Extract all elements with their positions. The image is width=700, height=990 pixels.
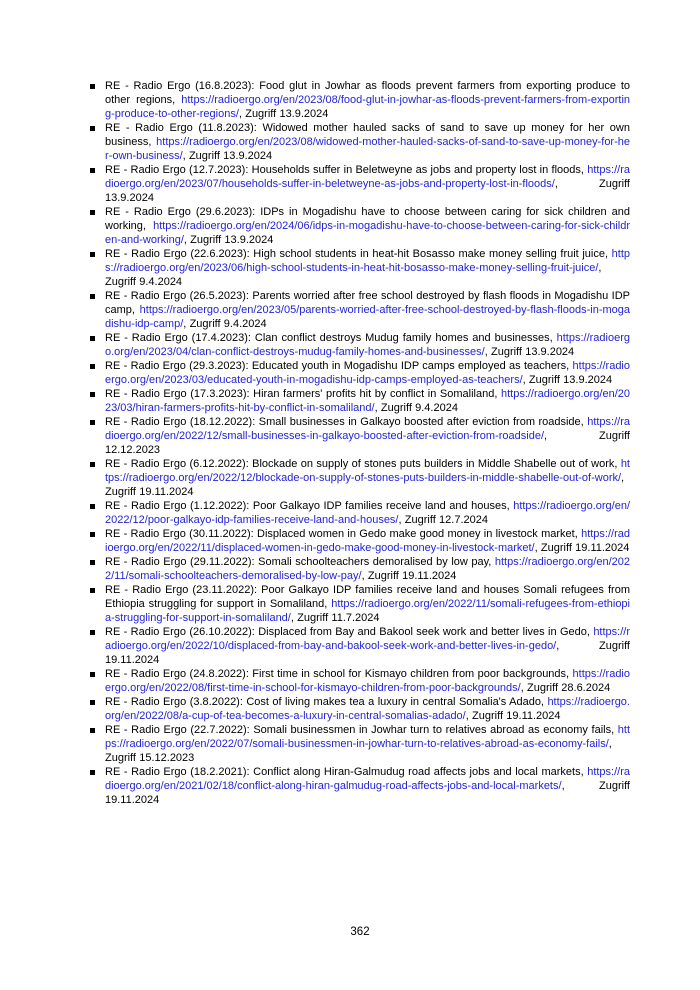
reference-item [90, 457, 630, 499]
bullet-square-icon [90, 672, 95, 677]
reference-citation-text: RE - Radio Ergo (29.3.2023): Educated youth in Mogadishu IDP camps employed as teachers, [105, 360, 573, 372]
reference-citation-text: RE - Radio Ergo (26.10.2022): Displaced from Bay and Bakool seek work and better lives in Gedo, [105, 626, 594, 638]
bullet-square-icon [90, 210, 95, 215]
reference-access-date: , Zugriff 13.9.2024 [522, 374, 613, 386]
reference-item [90, 205, 630, 247]
reference-item [90, 121, 630, 163]
reference-citation-text: RE - Radio Ergo (6.12.2022): Blockade on supply of stones puts builders in Middle Shabelle out of work, [105, 458, 621, 470]
reference-item [90, 499, 630, 527]
reference-access-date: , Zugriff 13.9.2024 [105, 178, 630, 204]
reference-url-link[interactable]: https://radioergo.org/en/2022/10/displaced-from-bay-and-bakool-seek-work-and-better-lives-in-gedo/ [105, 626, 630, 652]
reference-url-link[interactable]: https://radioergo.org/en/2023/03/hiran-farmers-profits-hit-by-conflict-in-somaliland/ [105, 388, 630, 414]
reference-item [90, 527, 630, 555]
reference-access-date: , Zugriff 12.7.2024 [398, 514, 488, 526]
reference-access-date: , Zugriff 13.9.2024 [182, 150, 273, 162]
reference-item [90, 331, 630, 359]
reference-item [90, 625, 630, 667]
reference-access-date: , Zugriff 13.9.2024 [484, 346, 575, 358]
bullet-square-icon [90, 588, 95, 593]
reference-citation-text: RE - Radio Ergo (22.6.2023): High school students in heat-hit Bosasso make money selling fruit juice, [105, 248, 612, 260]
bullet-square-icon [90, 392, 95, 397]
reference-url-link[interactable]: https://radioergo.org/en/2022/07/somali-businessmen-in-jowhar-turn-to-relatives-abroad-as-economy-fails/ [105, 724, 630, 750]
bullet-square-icon [90, 532, 95, 537]
reference-item [90, 289, 630, 331]
reference-url-link[interactable]: https://radioergo.org/en/2022/11/somali-schoolteachers-demoralised-by-low-pay/ [105, 556, 630, 582]
reference-citation-text: RE - Radio Ergo (1.12.2022): Poor Galkayo IDP families receive land and houses, [105, 500, 514, 512]
reference-item [90, 583, 630, 625]
reference-citation-text: RE - Radio Ergo (24.8.2022): First time in school for Kismayo children from poor backgrounds, [105, 668, 573, 680]
reference-url-link[interactable]: https://radioergo.org/en/2022/08/a-cup-of-tea-becomes-a-luxury-in-central-somalias-adado/ [105, 696, 630, 722]
reference-citation-text: RE - Radio Ergo (22.7.2022): Somali businessmen in Jowhar turn to relatives abroad as economy fails, [105, 724, 618, 736]
reference-access-date: , Zugriff 9.4.2024 [374, 402, 458, 414]
reference-access-date: , Zugriff 13.9.2024 [183, 234, 274, 246]
reference-url-link[interactable]: https://radioergo.org/en/2023/03/educated-youth-in-mogadishu-idp-camps-employed-as-teachers/ [105, 360, 630, 386]
reference-access-date: , Zugriff 13.9.2024 [238, 108, 329, 120]
reference-citation-text: RE - Radio Ergo (11.8.2023): Widowed mother hauled sacks of sand to save up money for her own business, [105, 122, 630, 148]
reference-url-link[interactable]: https://radioergo.org/en/2022/12/blockade-on-supply-of-stones-puts-builders-in-middle-shabelle-out-of-work/ [105, 458, 630, 484]
reference-url-link[interactable]: https://radioergo.org/en/2022/11/displaced-women-in-gedo-make-good-money-in-livestock-market/ [105, 528, 630, 554]
bullet-square-icon [90, 700, 95, 705]
reference-item [90, 247, 630, 289]
reference-access-date: , Zugriff 19.11.2024 [534, 542, 630, 554]
bullet-square-icon [90, 294, 95, 299]
reference-url-link[interactable]: https://radioergo.org/en/2023/07/households-suffer-in-beletweyne-as-jobs-and-property-lost-in-floods/ [105, 164, 630, 190]
reference-access-date: , Zugriff 19.11.2024 [105, 640, 630, 666]
reference-item [90, 695, 630, 723]
bullet-square-icon [90, 252, 95, 257]
bullet-square-icon [90, 168, 95, 173]
reference-citation-text: RE - Radio Ergo (29.11.2022): Somali schoolteachers demoralised by low pay, [105, 556, 495, 568]
reference-url-link[interactable]: https://radioergo.org/en/2023/08/widowed-mother-hauled-sacks-of-sand-to-save-up-money-for-her-own-business/ [105, 136, 630, 162]
reference-access-date: , Zugriff 12.12.2023 [105, 430, 630, 456]
reference-citation-text: RE - Radio Ergo (29.6.2023): IDPs in Mogadishu have to choose between caring for sick children and working, [105, 206, 630, 232]
reference-item [90, 667, 630, 695]
reference-access-date: , Zugriff 19.11.2024 [361, 570, 457, 582]
reference-item [90, 359, 630, 387]
reference-item [90, 555, 630, 583]
bullet-square-icon [90, 728, 95, 733]
reference-citation-text: RE - Radio Ergo (26.5.2023): Parents worried after free school destroyed by flash floods in Mogadishu IDP camp, [105, 290, 630, 316]
bullet-square-icon [90, 462, 95, 467]
reference-item [90, 79, 630, 121]
reference-citation-text: RE - Radio Ergo (18.2.2021): Conflict along Hiran-Galmudug road affects jobs and local markets, [105, 766, 588, 778]
reference-url-link[interactable]: https://radioergo.org/en/2023/04/clan-conflict-destroys-mudug-family-homes-and-businesses/ [105, 332, 630, 358]
reference-item [90, 163, 630, 205]
reference-access-date: , Zugriff 28.6.2024 [520, 682, 611, 694]
reference-list [90, 79, 630, 807]
bullet-square-icon [90, 364, 95, 369]
reference-item [90, 723, 630, 765]
bullet-square-icon [90, 126, 95, 131]
reference-citation-text: RE - Radio Ergo (12.7.2023): Households suffer in Beletweyne as jobs and property lost in floods, [105, 164, 588, 176]
reference-citation-text: RE - Radio Ergo (30.11.2022): Displaced women in Gedo make good money in livestock market, [105, 528, 582, 540]
bullet-square-icon [90, 420, 95, 425]
reference-access-date: , Zugriff 19.11.2024 [465, 710, 561, 722]
reference-access-date: , Zugriff 9.4.2024 [105, 262, 602, 288]
reference-access-date: , Zugriff 9.4.2024 [183, 318, 267, 330]
reference-access-date: , Zugriff 19.11.2024 [105, 780, 630, 806]
reference-item [90, 387, 630, 415]
reference-url-link[interactable]: https://radioergo.org/en/2022/12/poor-galkayo-idp-families-receive-land-and-houses/ [105, 500, 630, 526]
reference-url-link[interactable]: https://radioergo.org/en/2021/02/18/conflict-along-hiran-galmudug-road-affects-jobs-and-local-markets/ [105, 766, 630, 792]
bullet-square-icon [90, 336, 95, 341]
reference-citation-text: RE - Radio Ergo (18.12.2022): Small businesses in Galkayo boosted after eviction from roadside, [105, 416, 588, 428]
reference-access-date: , Zugriff 15.12.2023 [105, 738, 612, 764]
reference-citation-text: RE - Radio Ergo (17.3.2023): Hiran farmers' profits hit by conflict in Somaliland, [105, 388, 501, 400]
page-number: 362 [350, 926, 370, 938]
reference-citation-text: RE - Radio Ergo (17.4.2023): Clan conflict destroys Mudug family homes and businesses, [105, 332, 557, 344]
reference-citation-text: RE - Radio Ergo (23.11.2022): Poor Galkayo IDP families receive land and houses Somali refugees from Ethiopia struggling for support in Somaliland, [105, 584, 630, 610]
reference-item [90, 415, 630, 457]
reference-citation-text: RE - Radio Ergo (16.8.2023): Food glut in Jowhar as floods prevent farmers from exporting produce to other regions, [105, 80, 630, 106]
reference-citation-text: RE - Radio Ergo (3.8.2022): Cost of living makes tea a luxury in central Somalia's Adado, [105, 696, 548, 708]
bullet-square-icon [90, 504, 95, 509]
reference-url-link[interactable]: https://radioergo.org/en/2023/08/food-glut-in-jowhar-as-floods-prevent-farmers-from-exporting-produce-to-other-regions/ [105, 94, 630, 120]
reference-access-date: , Zugriff 19.11.2024 [105, 472, 625, 498]
reference-url-link[interactable]: https://radioergo.org/en/2023/05/parents-worried-after-free-school-destroyed-by-flash-floods-in-mogadishu-idp-camp/ [105, 304, 630, 330]
reference-url-link[interactable]: https://radioergo.org/en/2023/06/high-school-students-in-heat-hit-bosasso-make-money-selling-fruit-juice/ [105, 248, 630, 274]
reference-url-link[interactable]: https://radioergo.org/en/2022/08/first-time-in-school-for-kismayo-children-from-poor-backgrounds/ [105, 668, 630, 694]
reference-url-link[interactable]: https://radioergo.org/en/2024/06/idps-in-mogadishu-have-to-choose-between-caring-for-sick-children-and-working/ [105, 220, 630, 246]
reference-url-link[interactable]: https://radioergo.org/en/2022/11/somali-refugees-from-ethiopia-struggling-for-support-in-somaliland/ [105, 598, 630, 624]
reference-url-link[interactable]: https://radioergo.org/en/2022/12/small-businesses-in-galkayo-boosted-after-eviction-from-roadside/ [105, 416, 630, 442]
reference-item [90, 765, 630, 807]
bullet-square-icon [90, 630, 95, 635]
bullet-square-icon [90, 770, 95, 775]
reference-access-date: , Zugriff 11.7.2024 [290, 612, 380, 624]
bullet-square-icon [90, 84, 95, 89]
bullet-square-icon [90, 560, 95, 565]
